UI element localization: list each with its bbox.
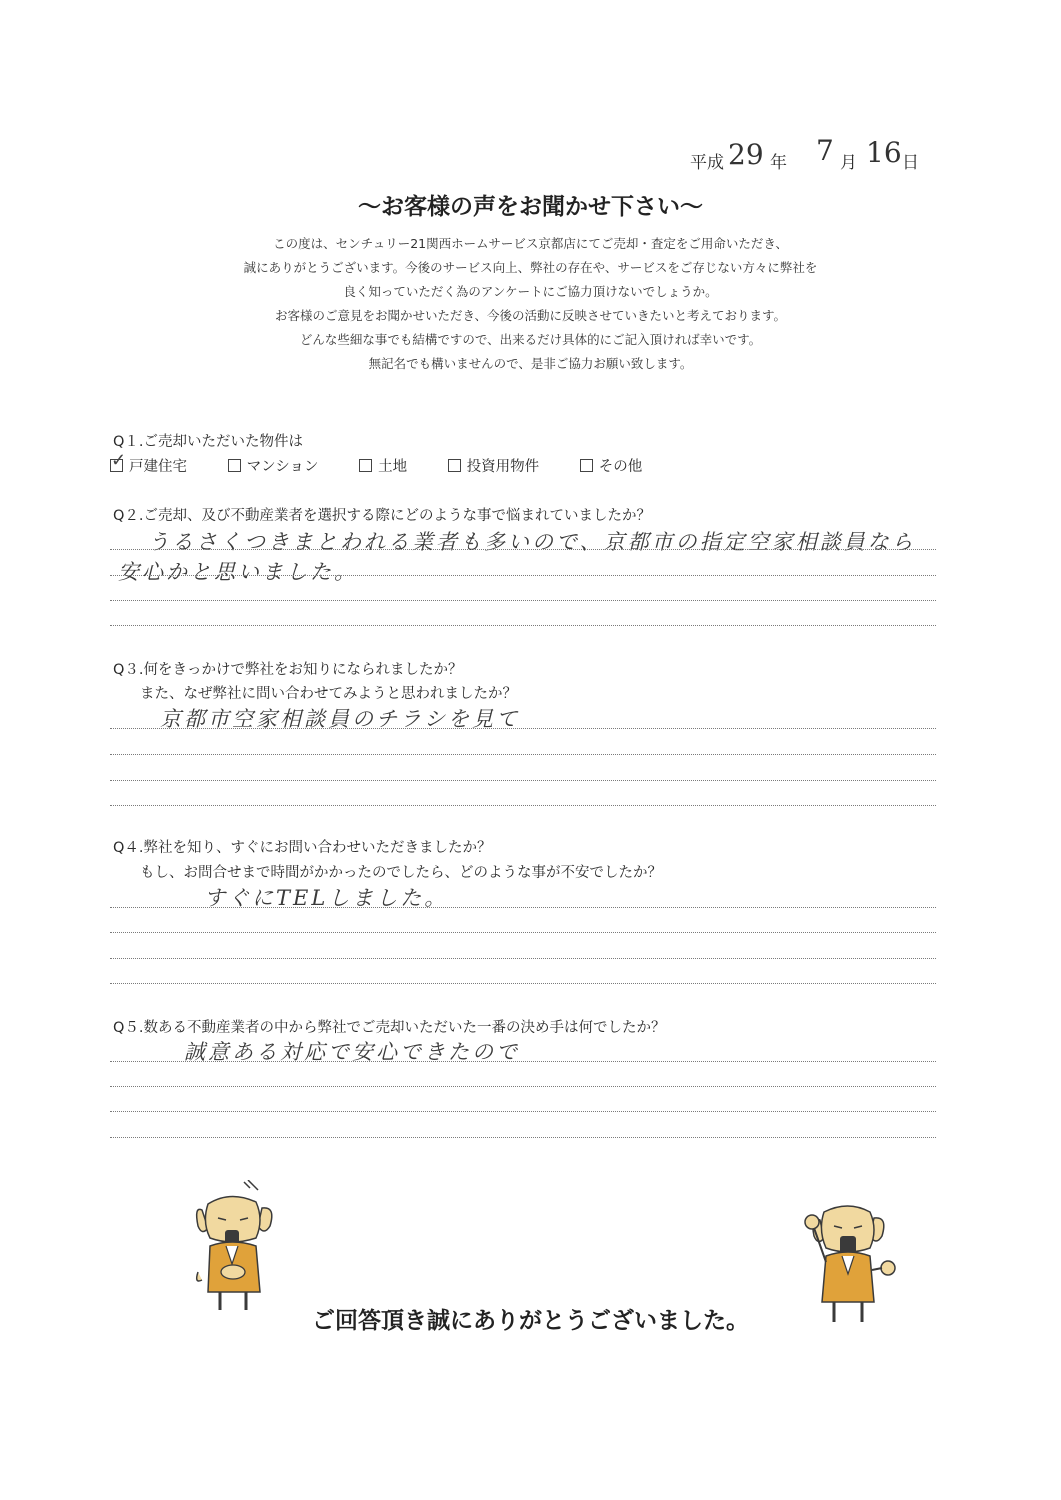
q1-option-land[interactable] [359,455,407,476]
answer-line [110,780,936,781]
q1-option-investment[interactable] [448,455,540,476]
answer-line [110,932,936,933]
option-label: マンション [246,459,319,475]
answer-line [110,575,936,576]
intro-line: どんな些細な事でも結構ですので、出来るだけ具体的にご記入頂ければ幸いです。 [299,332,762,347]
page-title: ～お客様の声をお聞かせ下さい～ [358,193,703,220]
date-day-unit: 日 [902,153,919,173]
q4-subquestion: もし、お問合せまで時間がかかったのでしたら、どのような事が不安でしたか？ [140,865,662,881]
date-day: 16 [866,136,902,169]
answer-line [110,1061,936,1062]
answer-line [110,983,936,984]
checkbox[interactable] [359,459,372,472]
q2-question: Q２.ご売却、及び不動産業者を選択する際にどのような事で悩まれていましたか？ [113,508,652,524]
intro-line: お客様のご意見をお聞かせいただき、今後の活動に反映させていきたいと考えております。 [274,308,786,323]
option-label: 戸建住宅 [129,459,187,475]
checkbox[interactable] [580,459,593,472]
intro-text [0,232,1061,376]
q4-question: Q４.弊社を知り、すぐにお問い合わせいただきましたか？ [113,840,492,856]
q2-answer-line: うるさくつきまとわれる業者も多いので、京都市の指定空家相談員なら [148,530,916,554]
intro-line: この度は、センチュリー21関西ホームサービス京都店にてご売却・査定をご用命いただき、 [273,236,788,251]
q1-option-condo[interactable] [228,455,319,476]
answer-line [110,625,936,626]
answer-line [110,728,936,729]
check-mark-icon: ✓ [111,450,127,471]
answer-line [110,549,936,550]
q4-answer-line: すぐにTELしました。 [204,886,449,910]
date-month-unit: 月 [840,153,857,173]
q3-question: Q３.何をきっかけで弊社をお知りになられましたか？ [113,662,463,678]
survey-date [690,134,930,180]
option-label: 投資用物件 [466,459,540,475]
date-era: 平成 [690,153,724,173]
intro-line: 良く知っていただく為のアンケートにご協力頂けないでしょうか。 [343,284,718,299]
q5-question: Q５.数ある不動産業者の中から弊社でご売却いただいた一番の決め手は何でしたか？ [113,1020,666,1036]
checkbox[interactable] [448,459,461,472]
answer-line [110,600,936,601]
answer-line [110,1086,936,1087]
q1-option-other[interactable] [580,455,643,476]
date-year-unit: 年 [770,153,787,173]
answer-line [110,754,936,755]
answer-line [110,958,936,959]
mascot-dog-bowing-illustration [190,1180,280,1319]
option-label: 土地 [378,459,408,475]
q5-answer-line: 誠意ある対応で安心できたので [184,1040,520,1064]
date-year: 29 [728,138,764,171]
q1-options [110,450,678,476]
answer-line [110,805,936,806]
date-month: 7 [816,134,834,167]
checkbox-checked[interactable] [110,450,127,472]
option-label: その他 [598,459,643,475]
intro-line: 無記名でも構いませんので、是非ご協力お願い致します。 [368,356,693,371]
q3-answer-line: 京都市空家相談員のチラシを見て [160,707,520,731]
q3-subquestion: また、なぜ弊社に問い合わせてみようと思われましたか？ [140,686,517,702]
thank-you-message: ご回答頂き誠にありがとうございました。 [312,1307,749,1334]
intro-line: 誠にありがとうございます。今後のサービス向上、弊社の存在や、サービスをご存じない方々に弊社を [243,260,818,275]
answer-line [110,1111,936,1112]
answer-line [110,1137,936,1138]
q2-answer-line: 安心かと思いました。 [118,560,358,584]
checkbox[interactable] [228,459,241,472]
q1-question: Q１.ご売却いただいた物件は [113,434,304,450]
q1-option-detached-house[interactable] [110,450,187,476]
answer-line [110,907,936,908]
